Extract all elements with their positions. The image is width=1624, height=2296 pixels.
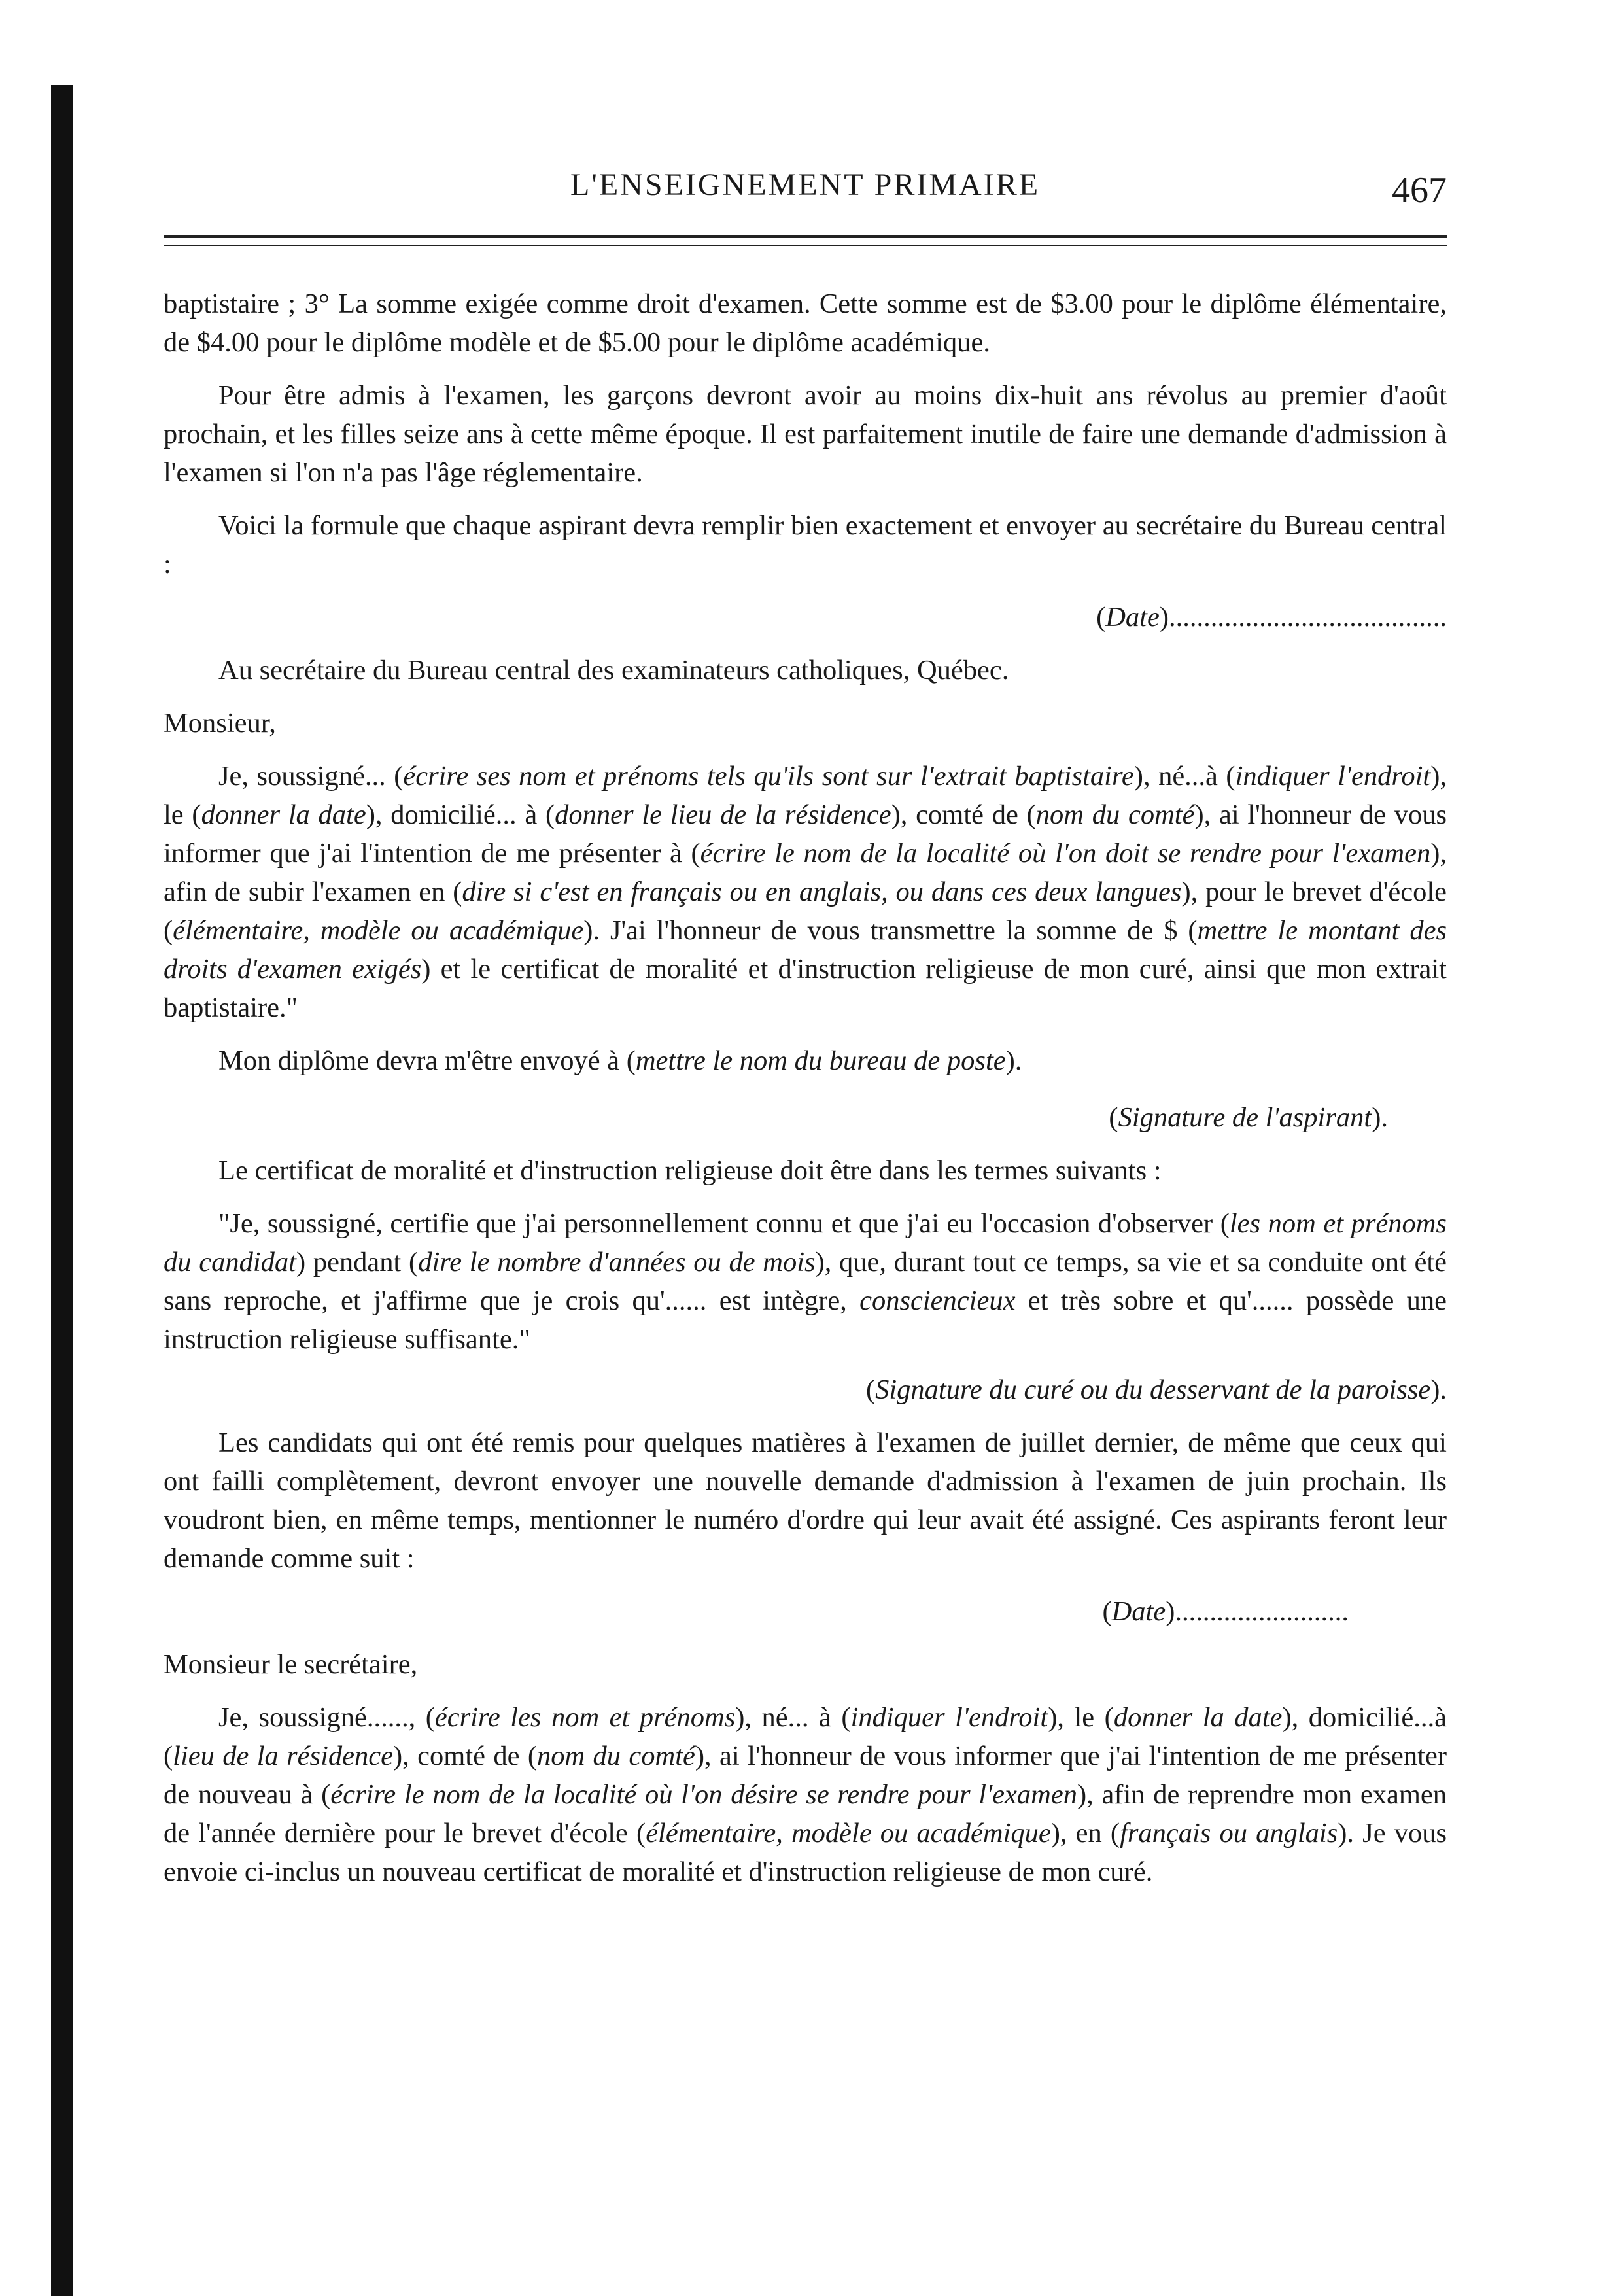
salutation-2 [164, 1645, 1447, 1684]
text-segment: ), le ( [1048, 1702, 1114, 1733]
text-segment: ( [1096, 602, 1106, 633]
italic-instruction: Date [1111, 1596, 1166, 1627]
diploma-mailing-line [164, 1041, 1447, 1080]
italic-instruction: Signature du curé ou du desservant de la paroisse [875, 1374, 1431, 1405]
text-segment: ), afin de subir l'examen en ( [164, 838, 1447, 907]
text-segment: )......................... [1166, 1596, 1349, 1627]
italic-instruction: écrire le nom de la localité où l'on désire se rendre pour l'examen [330, 1779, 1077, 1810]
italic-instruction: écrire les nom et prénoms [434, 1702, 736, 1733]
certificate-formula [164, 1204, 1447, 1359]
text-segment: ), né... à ( [735, 1702, 851, 1733]
page-body [164, 285, 1447, 1891]
paragraph-repeat-candidates [164, 1423, 1447, 1578]
text-segment: Monsieur le secrétaire, [164, 1649, 418, 1680]
text-segment: Je, soussigné......, ( [218, 1702, 435, 1733]
text-segment: Voici la formule que chaque aspirant devra remplir bien exactement et envoyer au secrétaire du Bureau central : [164, 510, 1447, 580]
italic-instruction: lieu de la résidence [173, 1741, 393, 1771]
text-segment: Au secrétaire du Bureau central des examinateurs catholiques, Québec. [218, 655, 1009, 686]
page-number: 467 [1392, 170, 1447, 211]
text-segment: ) et le certificat de moralité et d'instruction religieuse de mon curé, ainsi que mon extrait baptistaire." [164, 954, 1447, 1023]
text-segment: ), ai l'honneur de vous informer que j'ai l'intention de me présenter à ( [164, 799, 1447, 869]
italic-instruction: mettre le nom du bureau de poste [635, 1045, 1006, 1076]
text-segment: ), afin de reprendre mon examen de l'année dernière pour le brevet d'école ( [164, 1779, 1447, 1849]
italic-instruction: donner le lieu de la résidence [555, 799, 891, 830]
text-segment: Mon diplôme devra m'être envoyé à ( [218, 1045, 636, 1076]
italic-instruction: indiquer l'endroit [1235, 761, 1431, 791]
text-segment: Les candidats qui ont été remis pour quelques matières à l'examen de juillet dernier, de même que ceux qui ont failli complètement, devront envoyer une nouvelle demande d'admission à l'examen de juin prochain. Ils voudront bien, en même temps, mentionner le numéro d'ordre qui leur avait été assigné. Ces aspirants feront leur demande comme suit : [164, 1427, 1447, 1574]
italic-instruction: Signature de l'aspirant [1118, 1102, 1372, 1133]
italic-instruction: dire si c'est en français ou en anglais, ou dans ces deux langues [462, 877, 1182, 907]
italic-instruction: mettre le montant des droits d'examen exigés [164, 915, 1447, 984]
text-segment: Le certificat de moralité et d'instruction religieuse doit être dans les termes suivants : [218, 1155, 1162, 1186]
text-segment: "Je, soussigné, certifie que j'ai personnellement connu et que j'ai eu l'occasion d'observer ( [218, 1208, 1230, 1239]
text-segment: ), né...à ( [1133, 761, 1235, 791]
text-segment: ( [1109, 1102, 1118, 1133]
text-segment: ), domicilié...à ( [164, 1702, 1447, 1771]
paragraph-age-requirement [164, 376, 1447, 492]
italic-instruction: Date [1105, 602, 1160, 633]
date-line-1 [164, 598, 1447, 636]
italic-instruction: dire le nombre d'années ou de mois [418, 1247, 816, 1278]
text-segment: Monsieur, [164, 708, 276, 739]
italic-instruction: donner la date [201, 799, 366, 830]
page-header [164, 167, 1447, 213]
italic-instruction: écrire ses nom et prénoms tels qu'ils sont sur l'extrait baptistaire [403, 761, 1134, 791]
signature-aspirant [164, 1098, 1447, 1137]
signature-cure [164, 1370, 1447, 1409]
paragraph-formula-intro [164, 506, 1447, 583]
text-segment: ). [1430, 1374, 1447, 1405]
addressee-line [164, 651, 1447, 689]
header-rule-thin [164, 245, 1447, 246]
paragraph-certificate-intro [164, 1151, 1447, 1190]
text-segment: ( [865, 1374, 876, 1405]
italic-instruction: élémentaire, modèle ou académique [646, 1818, 1051, 1849]
book-spine-edge [51, 85, 73, 2296]
text-segment: Pour être admis à l'examen, les garçons devront avoir au moins dix-huit ans révolus au premier d'août prochain, et les filles seize ans à cette même époque. Il est parfaitement inutile de faire une demande d'admission à l'examen si l'on n'a pas l'âge réglementaire. [164, 380, 1447, 488]
text-segment: baptistaire ; 3° La somme exigée comme droit d'examen. Cette somme est de $3.00 pour le diplôme élémentaire, de $4.00 pour le diplôme modèle et de $5.00 pour le diplôme académique. [164, 288, 1447, 358]
running-title: L'ENSEIGNEMENT PRIMAIRE [570, 167, 1041, 202]
italic-instruction: consciencieux [859, 1285, 1016, 1316]
italic-instruction: les nom et prénoms du candidat [164, 1208, 1447, 1278]
text-segment: ), pour le brevet d'école ( [164, 877, 1447, 946]
italic-instruction: nom du comté [1035, 799, 1195, 830]
text-segment: ( [1102, 1596, 1112, 1627]
text-segment: ). Je vous envoie ci-inclus un nouveau certificat de moralité et d'instruction religieuse de mon curé. [164, 1818, 1447, 1887]
text-segment: ) pendant ( [296, 1247, 419, 1278]
italic-instruction: écrire le nom de la localité où l'on doit se rendre pour l'examen [700, 838, 1431, 869]
text-segment: ), comté de ( [891, 799, 1036, 830]
text-segment: ). J'ai l'honneur de vous transmettre la somme de $ ( [583, 915, 1198, 946]
paragraph-fees [164, 285, 1447, 362]
text-segment: et très sobre et qu'...... possède une instruction religieuse suffisante." [164, 1285, 1447, 1355]
italic-instruction: indiquer l'endroit [850, 1702, 1048, 1733]
text-segment: ), en ( [1050, 1818, 1120, 1849]
text-segment: ), ai l'honneur de vous informer que j'ai l'intention de me présenter de nouveau à ( [164, 1741, 1447, 1810]
salutation-1 [164, 704, 1447, 742]
text-segment: Je, soussigné... ( [218, 761, 404, 791]
reapplication-formula [164, 1698, 1447, 1891]
italic-instruction: donner la date [1113, 1702, 1283, 1733]
text-segment: ), que, durant tout ce temps, sa vie et sa conduite ont été sans reproche, et j'affirme que je crois qu'...... est intègre, [164, 1247, 1447, 1316]
text-segment: ), comté de ( [393, 1741, 537, 1771]
date-line-2 [164, 1592, 1447, 1631]
application-formula [164, 757, 1447, 1027]
text-segment: ). [1005, 1045, 1022, 1076]
text-segment: )........................................ [1159, 602, 1447, 633]
text-segment: ). [1372, 1102, 1388, 1133]
header-rule-thick [164, 235, 1447, 238]
italic-instruction: élémentaire, modèle ou académique [173, 915, 584, 946]
text-segment: ), le ( [164, 761, 1447, 830]
italic-instruction: nom du comté [536, 1741, 695, 1771]
text-segment: ), domicilié... à ( [366, 799, 555, 830]
italic-instruction: français ou anglais [1120, 1818, 1338, 1849]
